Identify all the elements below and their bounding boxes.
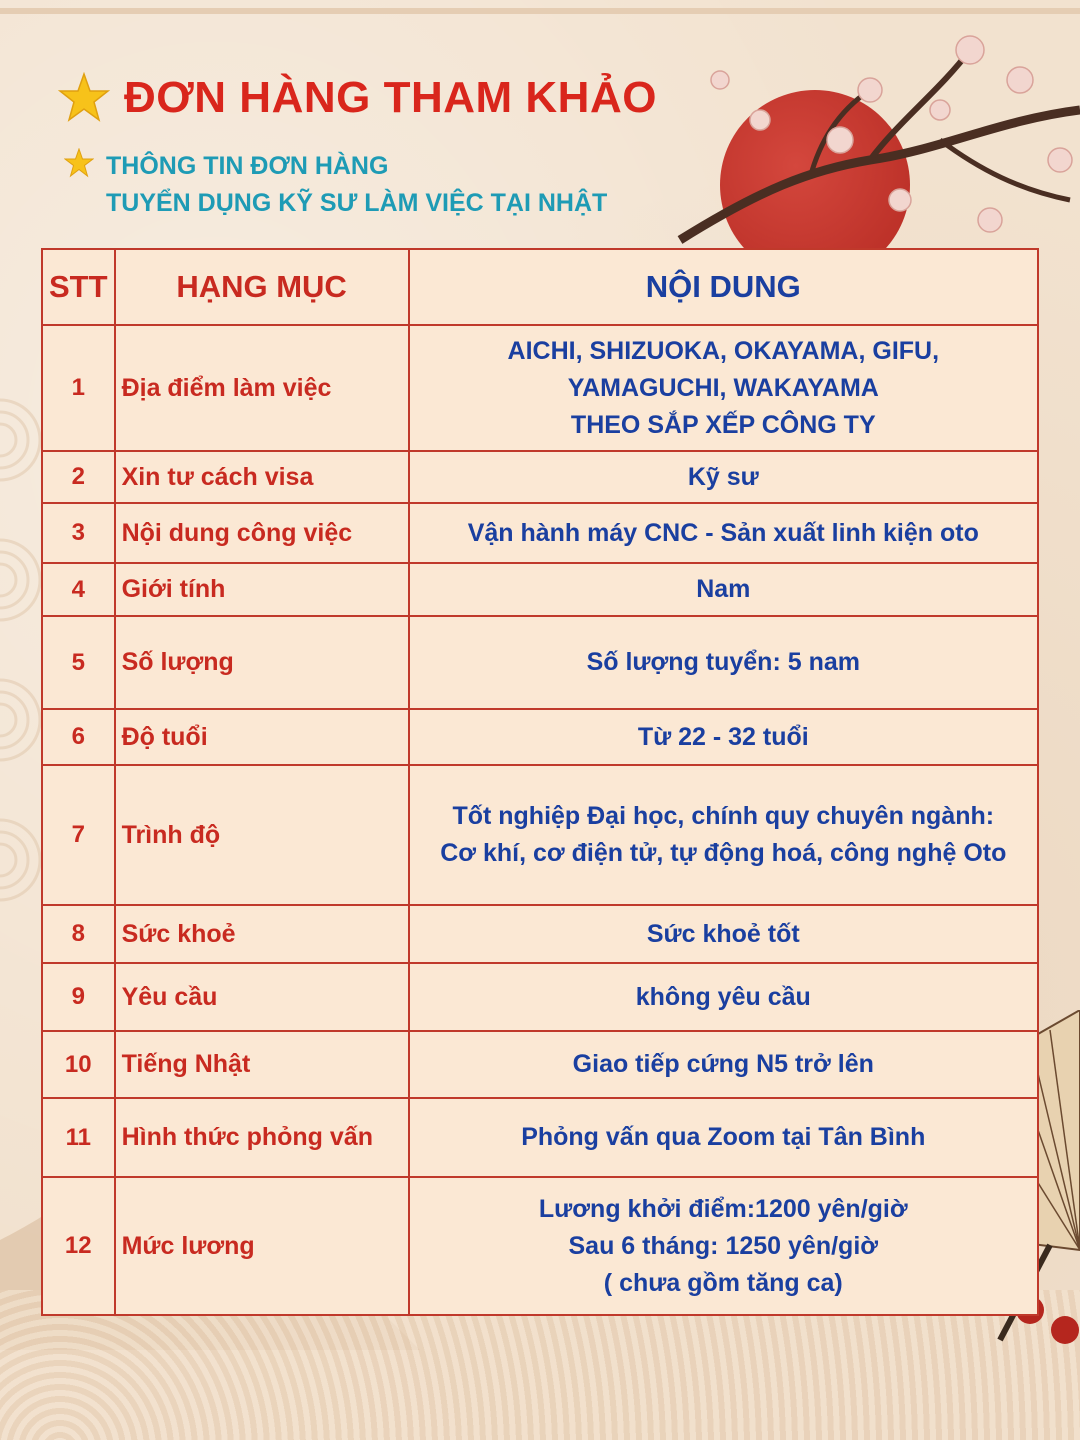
table-row bbox=[42, 503, 1038, 563]
table-row bbox=[42, 1098, 1038, 1177]
row-number: 8 bbox=[42, 905, 115, 963]
row-content bbox=[409, 1031, 1038, 1098]
header-category: HẠNG MỤC bbox=[115, 249, 409, 325]
table-row bbox=[42, 1031, 1038, 1098]
table-row bbox=[42, 709, 1038, 765]
row-number: 2 bbox=[42, 451, 115, 503]
job-order-table bbox=[41, 248, 1039, 1316]
row-category: Sức khoẻ bbox=[115, 905, 409, 963]
row-content bbox=[409, 563, 1038, 616]
content-line: THEO SẮP XẾP CÔNG TY bbox=[570, 410, 876, 439]
row-category: Trình độ bbox=[115, 765, 409, 905]
table-row bbox=[42, 325, 1038, 451]
row-number: 1 bbox=[42, 325, 115, 451]
content-line: Số lượng tuyển: 5 nam bbox=[586, 648, 860, 676]
table-row bbox=[42, 905, 1038, 963]
row-content bbox=[409, 1177, 1038, 1315]
content-line: Vận hành máy CNC - Sản xuất linh kiện oto bbox=[467, 518, 979, 547]
content-line: Phỏng vấn qua Zoom tại Tân Bình bbox=[521, 1123, 926, 1151]
row-content bbox=[409, 709, 1038, 765]
subtitle-line-1: THÔNG TIN ĐƠN HÀNG bbox=[106, 152, 389, 180]
row-content bbox=[409, 325, 1038, 451]
header-content: NỘI DUNG bbox=[409, 249, 1038, 325]
row-category: Địa điểm làm việc bbox=[115, 325, 409, 451]
content-line: Từ 22 - 32 tuổi bbox=[637, 722, 809, 751]
row-content bbox=[409, 616, 1038, 709]
row-number: 4 bbox=[42, 563, 115, 616]
content-line: Nam bbox=[696, 575, 751, 603]
content-line: Cơ khí, cơ điện tử, tự động hoá, công nghệ Oto bbox=[440, 839, 1007, 867]
page-title: ĐƠN HÀNG THAM KHẢO bbox=[124, 73, 657, 122]
row-number: 3 bbox=[42, 503, 115, 563]
subtitle-line-2: TUYỂN DỤNG KỸ SƯ LÀM VIỆC TẠI NHẬT bbox=[106, 189, 608, 217]
row-content bbox=[409, 503, 1038, 563]
table-row bbox=[42, 563, 1038, 616]
row-category: Số lượng bbox=[115, 616, 409, 709]
content-line: ( chưa gồm tăng ca) bbox=[603, 1268, 843, 1297]
top-border bbox=[0, 8, 1080, 14]
row-number: 12 bbox=[42, 1177, 115, 1315]
row-category: Mức lương bbox=[115, 1177, 409, 1315]
row-number: 5 bbox=[42, 616, 115, 709]
table-row bbox=[42, 963, 1038, 1031]
header-stt: STT bbox=[42, 249, 115, 325]
row-content bbox=[409, 905, 1038, 963]
subtitle-row bbox=[64, 148, 607, 222]
row-category: Hình thức phỏng vấn bbox=[115, 1098, 409, 1177]
row-category: Yêu cầu bbox=[115, 963, 409, 1031]
row-number: 10 bbox=[42, 1031, 115, 1098]
table-row bbox=[42, 616, 1038, 709]
row-content bbox=[409, 451, 1038, 503]
row-content bbox=[409, 1098, 1038, 1177]
content-line: Lương khởi điểm:1200 yên/giờ bbox=[538, 1194, 908, 1223]
row-category: Độ tuổi bbox=[115, 709, 409, 765]
row-category: Xin tư cách visa bbox=[115, 451, 409, 503]
row-number: 9 bbox=[42, 963, 115, 1031]
title-row bbox=[58, 72, 657, 124]
subtitle-block bbox=[106, 148, 607, 222]
content-line: Sau 6 tháng: 1250 yên/giờ bbox=[568, 1231, 879, 1260]
content-line: AICHI, SHIZUOKA, OKAYAMA, GIFU, bbox=[507, 336, 940, 365]
row-category: Tiếng Nhật bbox=[115, 1031, 409, 1098]
star-icon bbox=[58, 72, 110, 124]
table-row bbox=[42, 451, 1038, 503]
content-line: Kỹ sư bbox=[687, 462, 759, 491]
table-row bbox=[42, 1177, 1038, 1315]
row-content bbox=[409, 765, 1038, 905]
cherry-blossom-branch bbox=[640, 20, 1080, 260]
table-header-row bbox=[42, 249, 1038, 325]
row-number: 11 bbox=[42, 1098, 115, 1177]
content-line: Sức khoẻ tốt bbox=[646, 919, 800, 948]
row-number: 6 bbox=[42, 709, 115, 765]
content-line: Giao tiếp cứng N5 trở lên bbox=[572, 1050, 874, 1078]
row-content bbox=[409, 963, 1038, 1031]
content-line: không yêu cầu bbox=[635, 982, 811, 1011]
content-line: Tốt nghiệp Đại học, chính quy chuyên ngành: bbox=[452, 802, 995, 830]
star-icon bbox=[64, 148, 94, 178]
row-number: 7 bbox=[42, 765, 115, 905]
table-row bbox=[42, 765, 1038, 905]
row-category: Giới tính bbox=[115, 563, 409, 616]
content-line: YAMAGUCHI, WAKAYAMA bbox=[567, 373, 879, 402]
row-category: Nội dung công việc bbox=[115, 503, 409, 563]
